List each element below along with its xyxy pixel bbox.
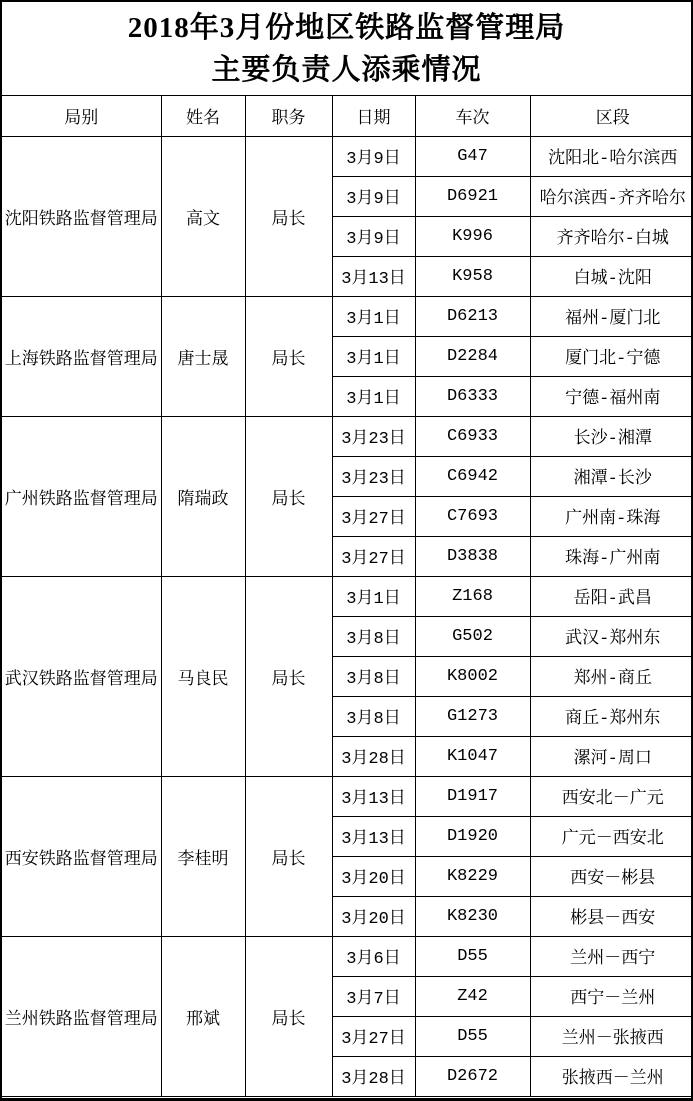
date-cell: 3月6日 [332,936,415,976]
train-cell: G47 [415,136,530,176]
date-cell: 3月9日 [332,216,415,256]
train-cell: K1047 [415,736,530,776]
bureau-cell: 沈阳铁路监督管理局 [2,136,161,296]
table-header-row [2,96,693,136]
train-cell: D6921 [415,176,530,216]
table-row [2,776,693,816]
segment-cell: 珠海-广州南 [530,536,693,576]
segment-cell: 宁德-福州南 [530,376,693,416]
date-cell: 3月1日 [332,576,415,616]
date-cell: 3月9日 [332,136,415,176]
segment-cell: 漯河-周口 [530,736,693,776]
date-cell: 3月1日 [332,376,415,416]
segment-cell: 厦门北-宁德 [530,336,693,376]
segment-cell: 兰州－张掖西 [530,1016,693,1056]
date-cell: 3月27日 [332,536,415,576]
name-cell: 唐士晟 [161,296,245,416]
date-cell: 3月13日 [332,776,415,816]
bureau-cell: 武汉铁路监督管理局 [2,576,161,776]
segment-cell: 长沙-湘潭 [530,416,693,456]
train-cell: D6213 [415,296,530,336]
name-cell: 李桂明 [161,776,245,936]
segment-cell: 沈阳北-哈尔滨西 [530,136,693,176]
date-cell: 3月27日 [332,496,415,536]
segment-cell: 武汉-郑州东 [530,616,693,656]
date-cell: 3月23日 [332,456,415,496]
position-cell: 局长 [245,416,332,576]
train-cell: G1273 [415,696,530,736]
train-cell: C6933 [415,416,530,456]
bureau-cell: 西安铁路监督管理局 [2,776,161,936]
segment-cell: 广州南-珠海 [530,496,693,536]
segment-cell: 张掖西－兰州 [530,1056,693,1096]
title-line-1: 2018年3月份地区铁路监督管理局 [127,11,566,44]
bureau-cell: 兰州铁路监督管理局 [2,936,161,1096]
header-name: 姓名 [161,96,245,136]
name-cell: 马良民 [161,576,245,776]
train-cell: D55 [415,1016,530,1056]
date-cell: 3月8日 [332,616,415,656]
segment-cell: 岳阳-武昌 [530,576,693,616]
date-cell: 3月8日 [332,656,415,696]
position-cell: 局长 [245,136,332,296]
date-cell: 3月28日 [332,736,415,776]
table-header [2,96,693,136]
date-cell: 3月1日 [332,336,415,376]
train-cell: C7693 [415,496,530,536]
table-row [2,576,693,616]
train-cell: K8230 [415,896,530,936]
train-cell: Z42 [415,976,530,1016]
name-cell: 高文 [161,136,245,296]
train-cell: Z168 [415,576,530,616]
date-cell: 3月13日 [332,816,415,856]
train-cell: D1920 [415,816,530,856]
table-row [2,416,693,456]
header-date: 日期 [332,96,415,136]
table-row [2,296,693,336]
date-cell: 3月20日 [332,896,415,936]
table-row [2,936,693,976]
position-cell: 局长 [245,776,332,936]
segment-cell: 商丘-郑州东 [530,696,693,736]
segment-cell: 广元－西安北 [530,816,693,856]
train-cell: K8002 [415,656,530,696]
segment-cell: 郑州-商丘 [530,656,693,696]
date-cell: 3月23日 [332,416,415,456]
header-position: 职务 [245,96,332,136]
train-cell: D3838 [415,536,530,576]
header-train: 车次 [415,96,530,136]
train-cell: K8229 [415,856,530,896]
segment-cell: 白城-沈阳 [530,256,693,296]
train-cell: K958 [415,256,530,296]
train-cell: D6333 [415,376,530,416]
position-cell: 局长 [245,576,332,776]
table-row [2,136,693,176]
segment-cell: 西安－彬县 [530,856,693,896]
bureau-cell: 上海铁路监督管理局 [2,296,161,416]
segment-cell: 彬县－西安 [530,896,693,936]
bureau-cell: 广州铁路监督管理局 [2,416,161,576]
name-cell: 邢斌 [161,936,245,1096]
segment-cell: 福州-厦门北 [530,296,693,336]
segment-cell: 齐齐哈尔-白城 [530,216,693,256]
position-cell: 局长 [245,936,332,1096]
segment-cell: 西宁－兰州 [530,976,693,1016]
page-title [2,2,691,96]
train-cell: D1917 [415,776,530,816]
date-cell: 3月27日 [332,1016,415,1056]
header-bureau: 局别 [2,96,161,136]
train-cell: G502 [415,616,530,656]
date-cell: 3月8日 [332,696,415,736]
title-line-2: 主要负责人添乘情况 [211,53,482,86]
segment-cell: 哈尔滨西-齐齐哈尔 [530,176,693,216]
position-cell: 局长 [245,296,332,416]
date-cell: 3月28日 [332,1056,415,1096]
date-cell: 3月7日 [332,976,415,1016]
train-cell: D2672 [415,1056,530,1096]
header-segment: 区段 [530,96,693,136]
date-cell: 3月13日 [332,256,415,296]
segment-cell: 兰州－西宁 [530,936,693,976]
train-cell: D2284 [415,336,530,376]
date-cell: 3月1日 [332,296,415,336]
train-cell: K996 [415,216,530,256]
segment-cell: 西安北－广元 [530,776,693,816]
date-cell: 3月9日 [332,176,415,216]
segment-cell: 湘潭-长沙 [530,456,693,496]
table-body [2,136,693,1096]
name-cell: 隋瑞政 [161,416,245,576]
date-cell: 3月20日 [332,856,415,896]
inspection-table [2,96,693,1097]
train-cell: C6942 [415,456,530,496]
train-cell: D55 [415,936,530,976]
